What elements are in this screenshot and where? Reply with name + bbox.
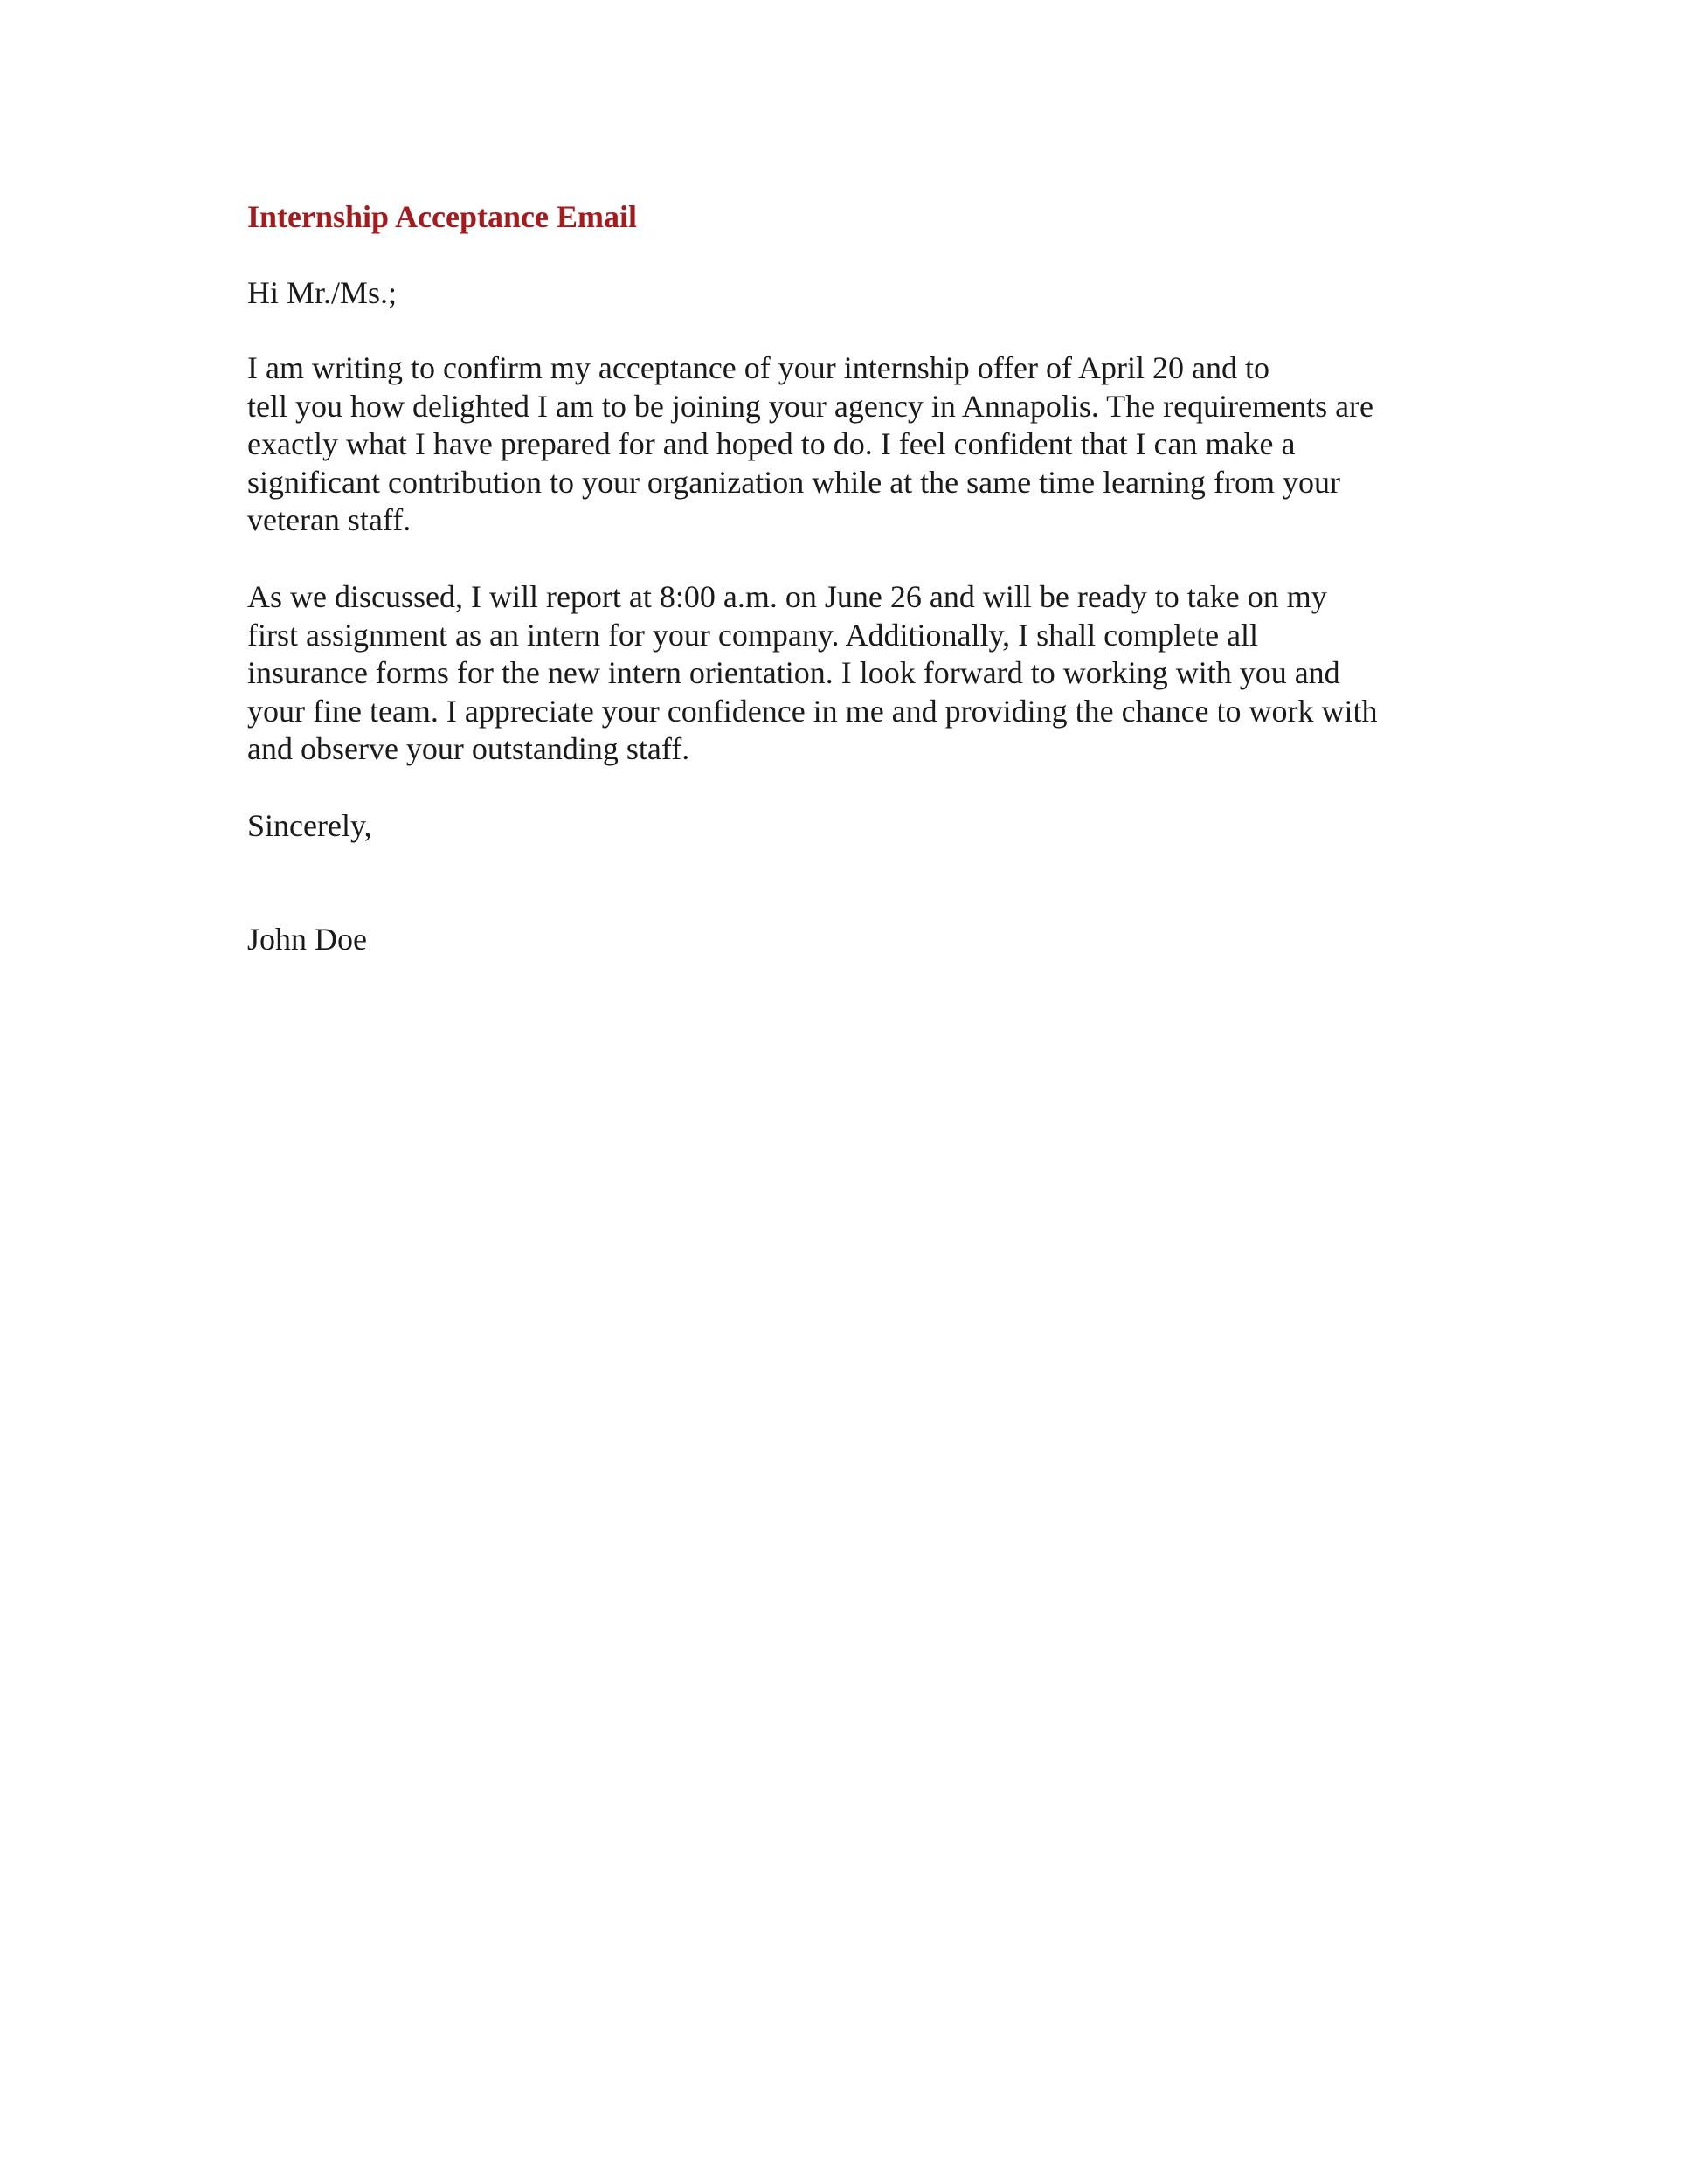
paragraph-line: veteran staff. <box>247 502 412 537</box>
paragraph-line: your fine team. I appreciate your confidence in me and providing the chance to work with <box>247 693 1378 729</box>
paragraph-line: exactly what I have prepared for and hoped to do. I feel confident that I can make a <box>247 426 1296 461</box>
paragraph-line: and observe your outstanding staff. <box>247 731 690 766</box>
paragraph-line: tell you how delighted I am to be joining your agency in Annapolis. The requirements are <box>247 388 1374 424</box>
paragraph-line: first assignment as an intern for your company. Additionally, I shall complete all <box>247 617 1259 653</box>
greeting: Hi Mr./Ms.; <box>247 275 398 310</box>
paragraph-line: insurance forms for the new intern orientation. I look forward to working with you and <box>247 655 1340 690</box>
closing: Sincerely, <box>247 808 372 843</box>
paragraph-line: significant contribution to your organization while at the same time learning from your <box>247 464 1341 500</box>
paragraph-line: As we discussed, I will report at 8:00 a.m. on June 26 and will be ready to take on my <box>247 579 1327 614</box>
paragraph-line: I am writing to confirm my acceptance of your internship offer of April 20 and to <box>247 350 1269 385</box>
paragraph-2 <box>247 578 1378 769</box>
signature-name: John Doe <box>247 922 367 957</box>
paragraph-1 <box>247 349 1373 540</box>
letter-body <box>247 197 1470 957</box>
document-title: Internship Acceptance Email <box>247 199 637 234</box>
